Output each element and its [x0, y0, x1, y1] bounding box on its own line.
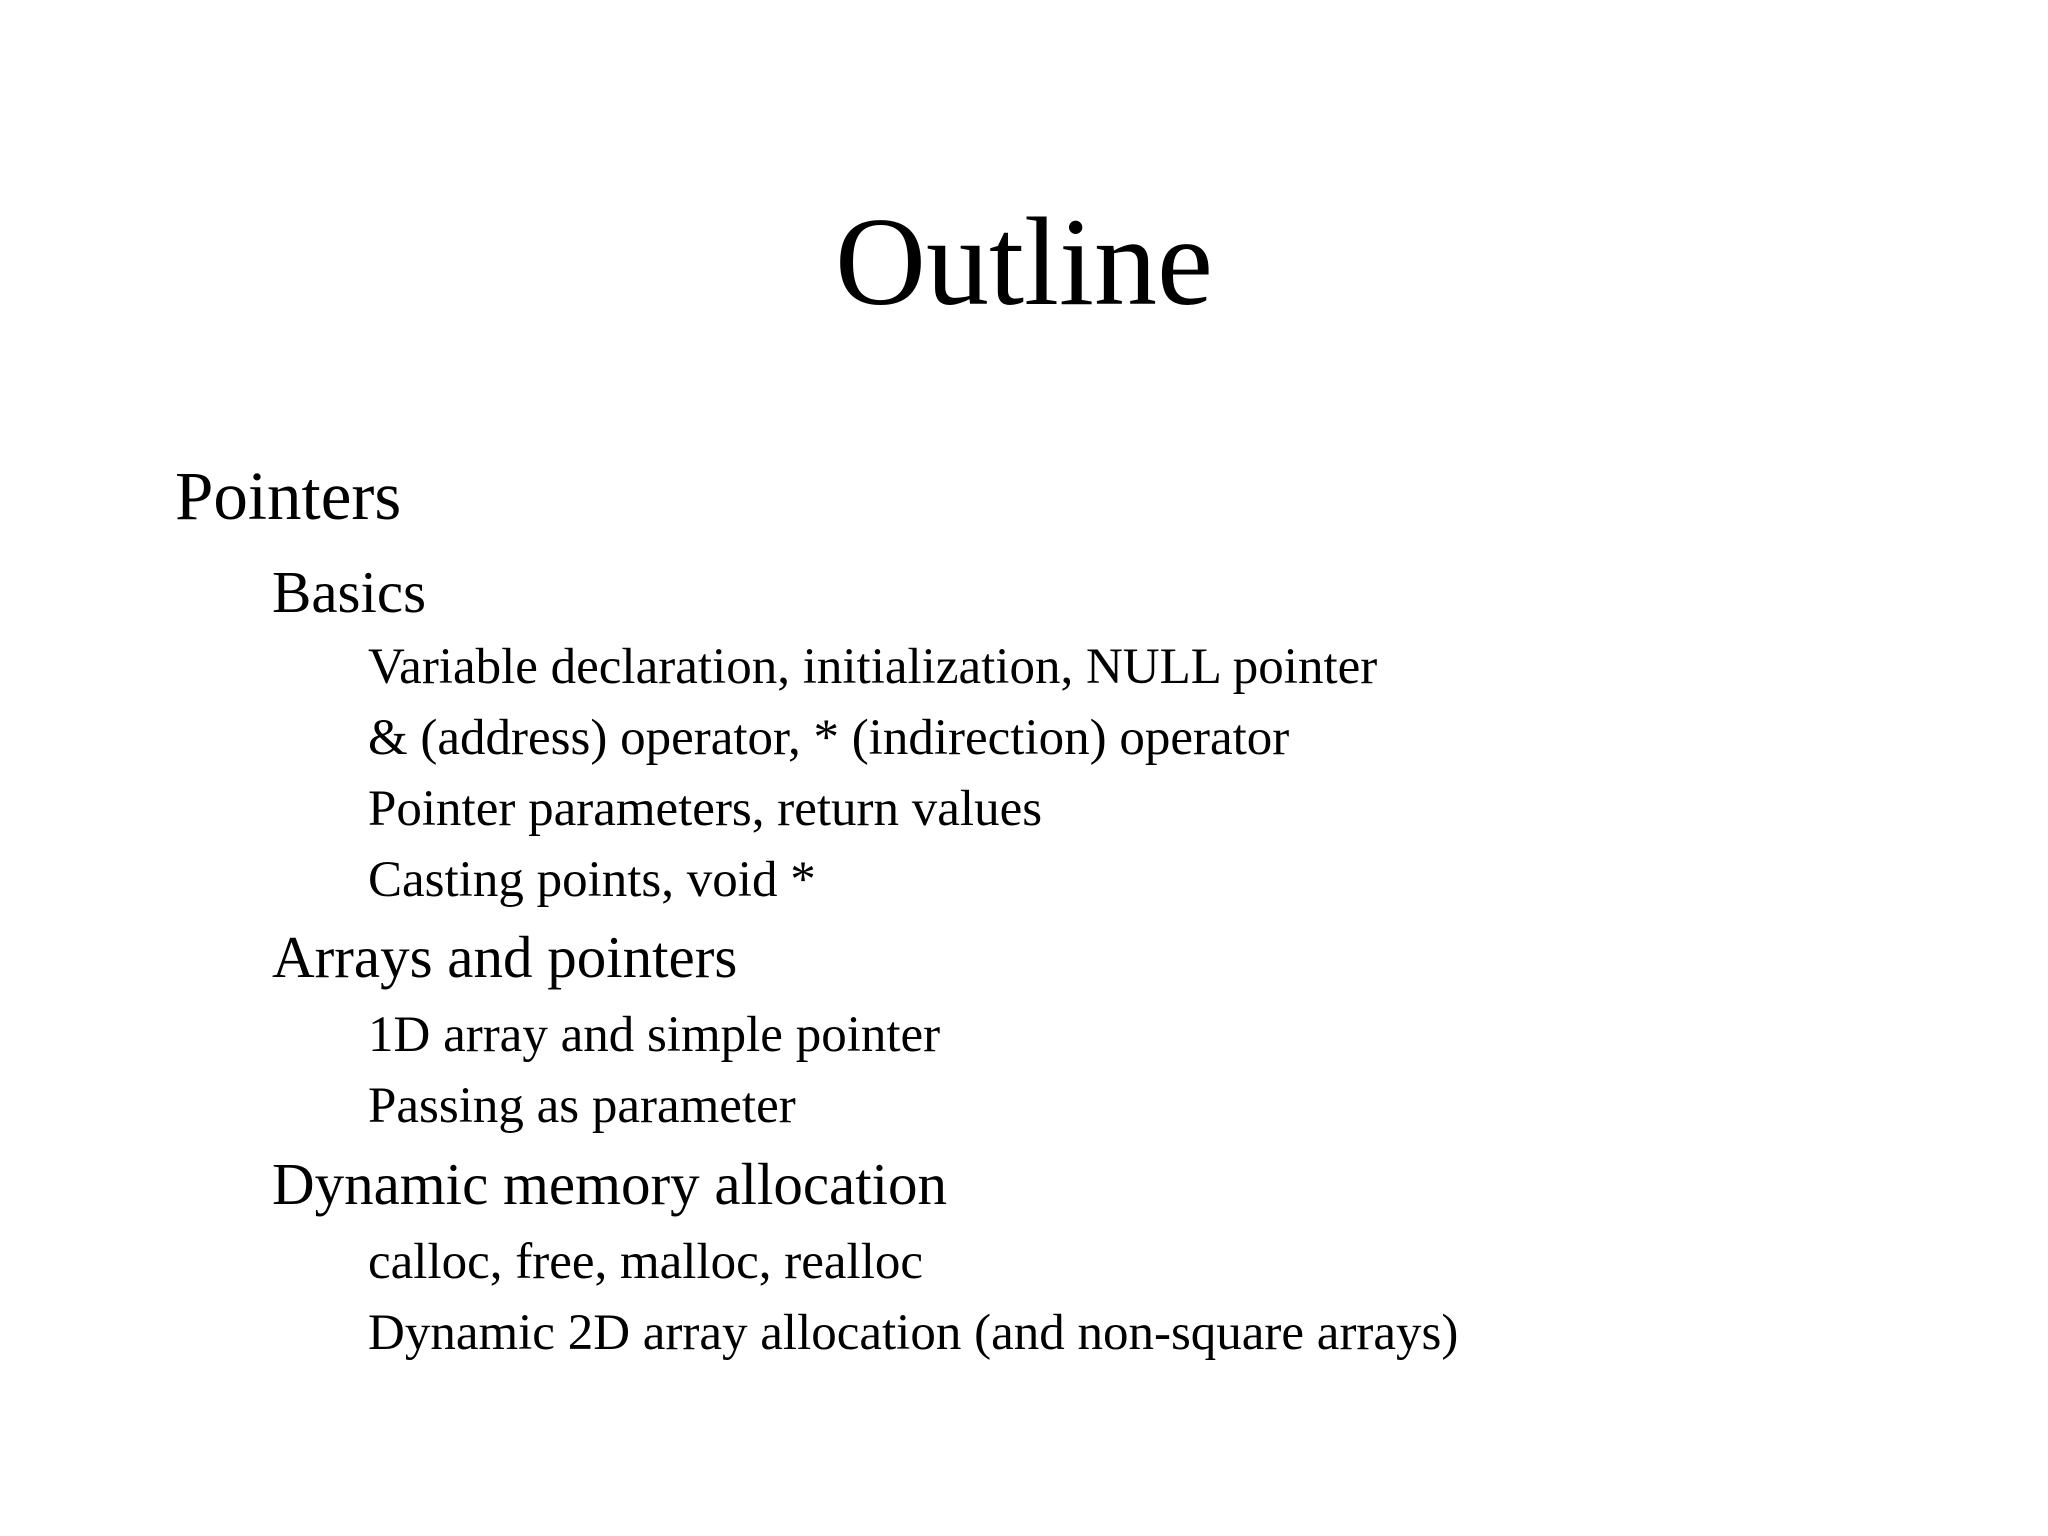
- outline-item-variable-declaration: Variable declaration, initialization, NULL pointer: [368, 639, 1378, 695]
- outline-item-basics: Basics: [272, 559, 427, 625]
- outline-item-dynamic-memory: Dynamic memory allocation: [272, 1151, 948, 1217]
- outline-item-passing-parameter: Passing as parameter: [368, 1078, 796, 1134]
- outline-item-pointer-parameters: Pointer parameters, return values: [368, 781, 1043, 837]
- outline-item-casting-points: Casting points, void *: [368, 852, 816, 908]
- outline-item-alloc-functions: calloc, free, malloc, realloc: [368, 1234, 923, 1290]
- outline-item-pointers: Pointers: [175, 458, 402, 534]
- outline-item-dynamic-2d-array: Dynamic 2D array allocation (and non-square arrays): [368, 1305, 1459, 1361]
- outline-item-1d-array: 1D array and simple pointer: [368, 1007, 941, 1063]
- outline-item-operators: & (address) operator, * (indirection) operator: [368, 710, 1290, 766]
- slide-title: Outline: [835, 193, 1213, 332]
- outline-item-arrays-and-pointers: Arrays and pointers: [272, 924, 738, 990]
